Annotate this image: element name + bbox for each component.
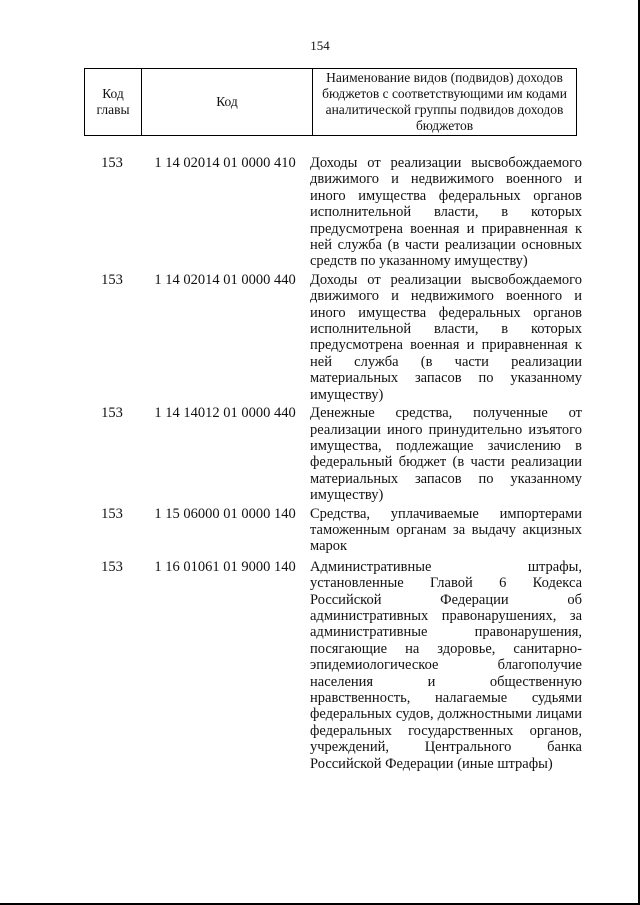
header-revenue-name: Наименование видов (подвидов) доходов бюджетов с соответствующими им кодами аналитической группы подвидов доходов бюджетов bbox=[313, 69, 577, 136]
row-revenue-code: 1 16 01061 01 9000 140 bbox=[154, 558, 296, 575]
table-row bbox=[84, 155, 582, 270]
table-row bbox=[84, 559, 582, 772]
table-row bbox=[84, 272, 582, 403]
row-chapter-code: 153 bbox=[101, 271, 123, 288]
table-row bbox=[84, 405, 582, 503]
row-revenue-code: 1 14 02014 01 0000 410 bbox=[154, 155, 296, 171]
table-row bbox=[84, 506, 582, 555]
row-revenue-code: 1 14 14012 01 0000 440 bbox=[154, 405, 296, 422]
row-chapter-code: 153 bbox=[101, 558, 123, 575]
row-revenue-name: Доходы от реализации высвобождаемого движимого и недвижимого военного и иного имущества федеральных органов исполнительной власти, в которых предусмотрена военная и приравненная к ней служба (в части реализации материальных запасов по указанному имуществу) bbox=[310, 271, 582, 403]
header-chapter-code: Код главы bbox=[85, 69, 142, 136]
row-chapter-code: 153 bbox=[101, 505, 123, 522]
row-revenue-name: Денежные средства, полученные от реализации иного принудительно изъятого имущества, подлежащие зачислению в федеральный бюджет (в части реализации материальных запасов по указанному имуществу) bbox=[310, 405, 582, 504]
row-revenue-code: 1 15 06000 01 0000 140 bbox=[154, 505, 296, 522]
row-revenue-name: Средства, уплачиваемые импортерами таможенным органам за выдачу акцизных марок bbox=[310, 505, 582, 555]
revenue-code-list bbox=[84, 155, 582, 772]
page-number: 154 bbox=[310, 38, 330, 53]
row-chapter-code: 153 bbox=[101, 405, 123, 422]
table-header bbox=[84, 68, 577, 136]
row-revenue-name: Доходы от реализации высвобождаемого движимого и недвижимого военного и иного имущества федеральных органов исполнительной власти, в которых предусмотрена военная и приравненная к ней служба (в части реализации основных средств по указанному имуществу) bbox=[310, 155, 582, 270]
header-code: Код bbox=[142, 69, 313, 136]
row-revenue-name: Административные штрафы, установленные Главой 6 Кодекса Российской Федерации об административных правонарушениях, за административные правонарушения, посягающие на здоровье, санитарно-эпидемиологическое благополучие населения и общественную нравственность, налагаемые судьями федеральных судов, должностными лицами федеральных государственных органов, учреждений, Центрального банка Российской Федерации (иные штрафы) bbox=[310, 558, 582, 772]
row-revenue-code: 1 14 02014 01 0000 440 bbox=[154, 271, 296, 288]
row-chapter-code: 153 bbox=[101, 155, 123, 171]
